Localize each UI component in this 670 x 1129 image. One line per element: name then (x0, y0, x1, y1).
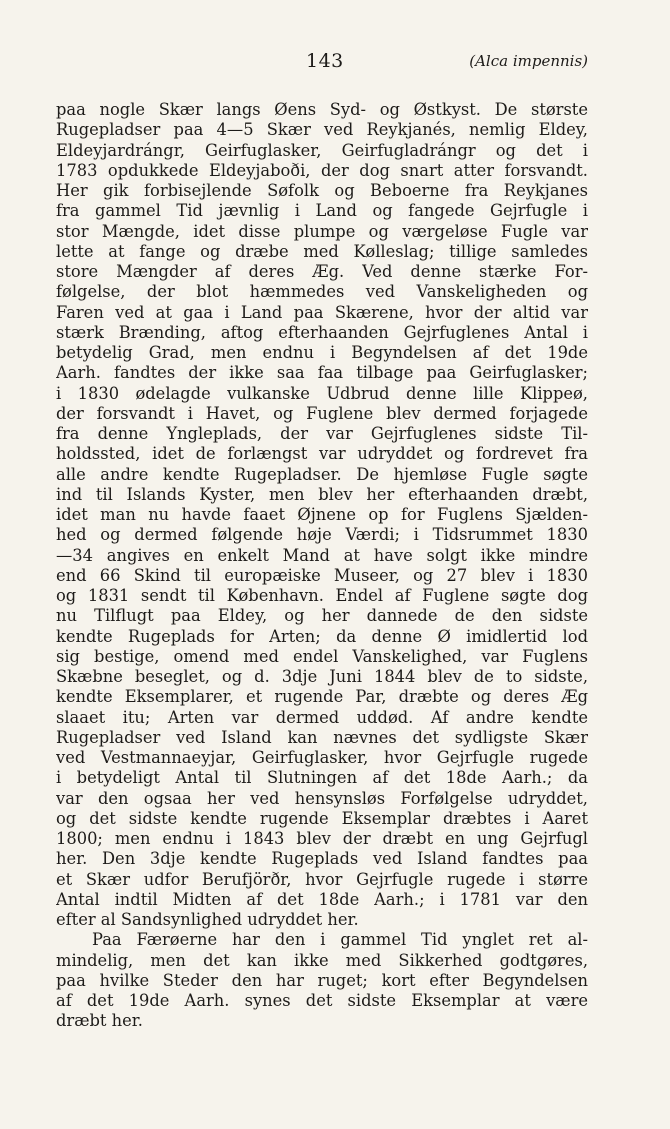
text-line: alle andre kendte Rugepladser. De hjemløse Fugle søgte (56, 464, 588, 484)
text-line: af det 19de Aarh. synes det sidste Eksemplar at være (56, 991, 588, 1010)
text-line: Rugepladser ved Island kan nævnes det sydligste Skær (56, 727, 588, 747)
text-line: hed og dermed følgende høje Værdi; i Tidsrummet 1830 (56, 525, 588, 545)
text-line: stor Mængde, idet disse plumpe og værgeløse Fugle var (56, 221, 588, 241)
text-line: 1783 opdukkede Eldeyjaboði, der dog snart atter forsvandt. (56, 160, 588, 180)
text-line: slaaet itu; Arten var dermed uddød. Af andre kendte (56, 707, 588, 727)
text-line: Skæbne beseglet, og d. 3dje Juni 1844 blev de to sidste, (56, 667, 588, 686)
text-line: idet man nu havde faaet Øjnene op for Fuglens Sjælden- (56, 505, 588, 524)
text-line: 1800; men endnu i 1843 blev der dræbt en ung Gejrfugl (56, 829, 588, 848)
text-line: kendte Eksemplarer, et rugende Par, dræbte og deres Æg (56, 687, 588, 707)
text-line: ved Vestmannaeyjar, Geirfuglasker, hvor Gejrfugle rugede (56, 748, 588, 767)
text-line: Rugepladser paa 4—5 Skær ved Reykjanés, nemlig Eldey, (56, 120, 588, 140)
text-line: der forsvandt i Havet, og Fuglene blev dermed forjagede (56, 403, 588, 423)
text-line: fra denne Yngleplads, der var Gejrfuglenes sidste Til- (56, 424, 588, 443)
text-line: i 1830 ødelagde vulkanske Udbrud denne lille Klippeø, (56, 383, 588, 403)
page-header (56, 50, 588, 76)
text-line: her. Den 3dje kendte Rugeplads ved Island fandtes paa (56, 849, 588, 869)
text-line: et Skær udfor Berufjörðr, hvor Gejrfugle rugede i større (56, 869, 588, 889)
text-line: Aarh. fandtes der ikke saa faa tilbage paa Geirfuglasker; (56, 363, 588, 383)
page-number: 143 (306, 50, 344, 72)
text-line: mindelig, men det kan ikke med Sikkerhed godtgøres, (56, 950, 588, 970)
text-line: Faren ved at gaa i Land paa Skærene, hvor der altid var (56, 302, 588, 322)
text-line: kendte Rugeplads for Arten; da denne Ø imidlertid lod (56, 626, 588, 646)
text-line: ind til Islands Kyster, men blev her efterhaanden dræbt, (56, 484, 588, 504)
text-line: og 1831 sendt til København. Endel af Fuglene søgte dog (56, 586, 588, 605)
text-line: i betydeligt Antal til Slutningen af det 18de Aarh.; da (56, 768, 588, 788)
text-line: dræbt her. (56, 1011, 143, 1031)
text-line: stærk Brænding, aftog efterhaanden Gejrfuglenes Antal i (56, 322, 588, 342)
text-line: efter al Sandsynlighed udryddet her. (56, 910, 359, 929)
text-line: lette at fange og dræbe med Kølleslag; tillige samledes (56, 241, 588, 261)
text-line: —34 angives en enkelt Mand at have solgt ikke mindre (56, 545, 588, 565)
text-line: betydelig Grad, men endnu i Begyndelsen af det 19de (56, 343, 588, 362)
text-line: holdssted, idet de forlængst var udryddet og fordrevet fra (56, 444, 588, 464)
text-line: paa nogle Skær langs Øens Syd- og Østkyst. De største (56, 100, 588, 119)
text-line: paa hvilke Steder den har ruget; kort efter Begyndelsen (56, 970, 588, 990)
text-line: fra gammel Tid jævnlig i Land og fangede Gejrfugle i (56, 201, 588, 221)
text-line: nu Tilflugt paa Eldey, og her dannede de den sidste (56, 606, 588, 626)
text-line: store Mængder af deres Æg. Ved denne stærke For- (56, 262, 588, 281)
text-line: følgelse, der blot hæmmedes ved Vanskeligheden og (56, 282, 588, 302)
text-line: var den ogsaa her ved hensynsløs Forfølgelse udryddet, (56, 788, 588, 808)
text-line: end 66 Skind til europæiske Museer, og 27 blev i 1830 (56, 565, 588, 585)
text-line: Eldeyjardrángr, Geirfuglasker, Geirfugladrángr og det i (56, 140, 588, 160)
running-title: (Alca impennis) (469, 52, 588, 70)
text-line: og det sidste kendte rugende Eksemplar dræbtes i Aaret (56, 808, 588, 828)
text-line: Antal indtil Midten af det 18de Aarh.; i 1781 var den (56, 889, 588, 909)
text-line: sig bestige, omend med endel Vanskelighed, var Fuglens (56, 646, 588, 666)
text-line: Paa Færøerne har den i gammel Tid ynglet ret al- (92, 930, 588, 950)
text-line: Her gik forbisejlende Søfolk og Beboerne fra Reykjanes (56, 181, 588, 200)
body-text (56, 100, 588, 1032)
